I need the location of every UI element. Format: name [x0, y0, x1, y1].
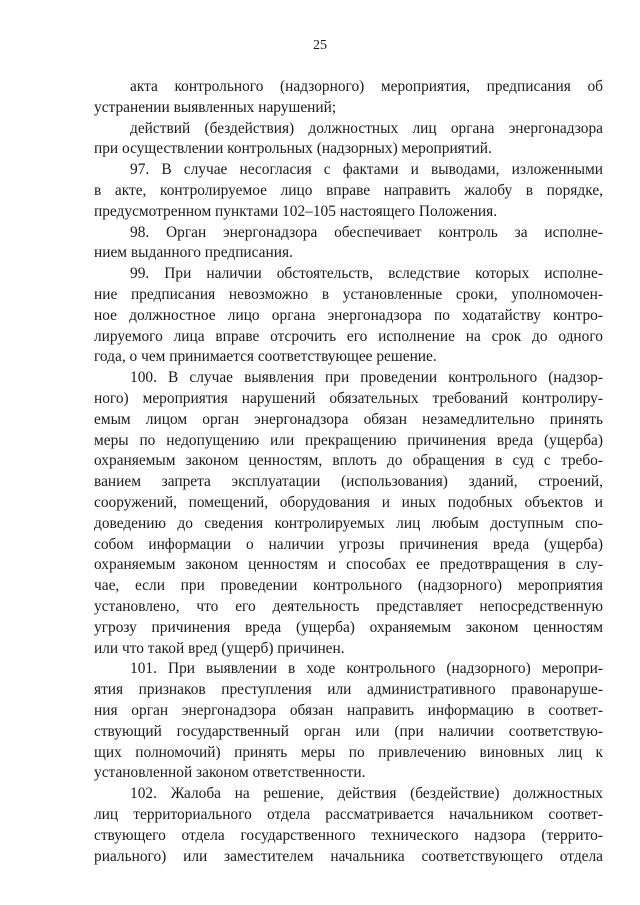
- text-line: лиц территориального отдела рассматривается начальником соответ-: [94, 806, 603, 823]
- text-line: ния орган энергонадзора обязан направить информацию в соответ-: [94, 702, 603, 719]
- text-line: года, о чем принимается соответствующее решение.: [94, 348, 437, 366]
- text-line: риального) или заместителем начальника соответствующего отдела: [94, 847, 603, 865]
- text-line: лируемого лица вправе отсрочить его исполнение на срок до одного: [94, 327, 603, 345]
- text-line: охраняемым законом ценностям, вплоть до обращения в суд с требо-: [94, 452, 603, 470]
- text-line: доведению до сведения контролируемых лиц любым доступным спо-: [94, 514, 603, 532]
- text-line: акта контрольного (надзорного) мероприятия, предписания об: [130, 78, 603, 95]
- text-line: сооружений, помещений, оборудования и иных подобных объектов и: [94, 494, 603, 511]
- text-line: охраняемым законом ценностям и способах ее предотвращения в слу-: [94, 556, 603, 574]
- text-line: 100. В случае выявления при проведении контрольного (надзор-: [130, 369, 603, 387]
- text-line: предусмотренном пунктами 102–105 настоящего Положения.: [94, 202, 498, 220]
- text-line: 102. Жалоба на решение, действия (бездействие) должностных: [130, 785, 603, 803]
- text-line: емым лицом орган энергонадзора обязан незамедлительно принять: [94, 410, 603, 428]
- text-line: установлено, что его деятельность представляет непосредственную: [94, 598, 603, 615]
- text-line: устранении выявленных нарушений;: [94, 98, 337, 116]
- text-line: в акте, контролируемое лицо вправе направить жалобу в порядке,: [94, 182, 603, 199]
- text-line: ствующий государственный орган или (при наличии соответствую-: [94, 722, 603, 740]
- text-line: 101. При выявлении в ходе контрольного (надзорного) меропри-: [130, 660, 603, 678]
- page-number: 25: [313, 38, 327, 53]
- text-line: меры по недопущению или прекращению причинения вреда (ущерба): [94, 431, 603, 449]
- text-line: установленной законом ответственности.: [94, 764, 366, 782]
- text-line: нием выданного предписания.: [94, 244, 293, 262]
- text-line: щих полномочий) принять меры по привлечению виновных лиц к: [94, 743, 603, 761]
- text-line: при осуществлении контрольных (надзорных) мероприятий.: [94, 140, 492, 158]
- text-line: 97. В случае несогласия с фактами и выводами, изложенными: [130, 161, 603, 179]
- text-line: чае, если при проведении контрольного (надзорного) мероприятия: [94, 577, 603, 595]
- text-line: угрозу причинения вреда (ущерба) охраняемым законом ценностям: [94, 618, 603, 636]
- text-line: 98. Орган энергонадзора обеспечивает контроль за исполне-: [130, 223, 603, 241]
- text-line: ное должностное лицо органа энергонадзора по ходатайству контро-: [94, 306, 603, 324]
- text-line: собом информации о наличии угрозы причинения вреда (ущерба): [94, 535, 603, 553]
- text-line: ствующего отдела государственного технического надзора (террито-: [94, 826, 603, 844]
- text-line: ние предписания невозможно в установленные сроки, уполномочен-: [94, 286, 603, 303]
- text-line: ванием запрета эксплуатации (использования) зданий, строений,: [94, 473, 603, 491]
- text-line: ного) мероприятия нарушений обязательных требований контролиру-: [94, 390, 603, 407]
- text-line: ятия признаков преступления или административного правонаруше-: [94, 681, 603, 699]
- text-line: или что такой вред (ущерб) причинен.: [94, 639, 345, 657]
- text-line: действий (бездействия) должностных лиц органа энергонадзора: [130, 119, 603, 137]
- text-line: 99. При наличии обстоятельств, вследствие которых исполне-: [130, 265, 603, 283]
